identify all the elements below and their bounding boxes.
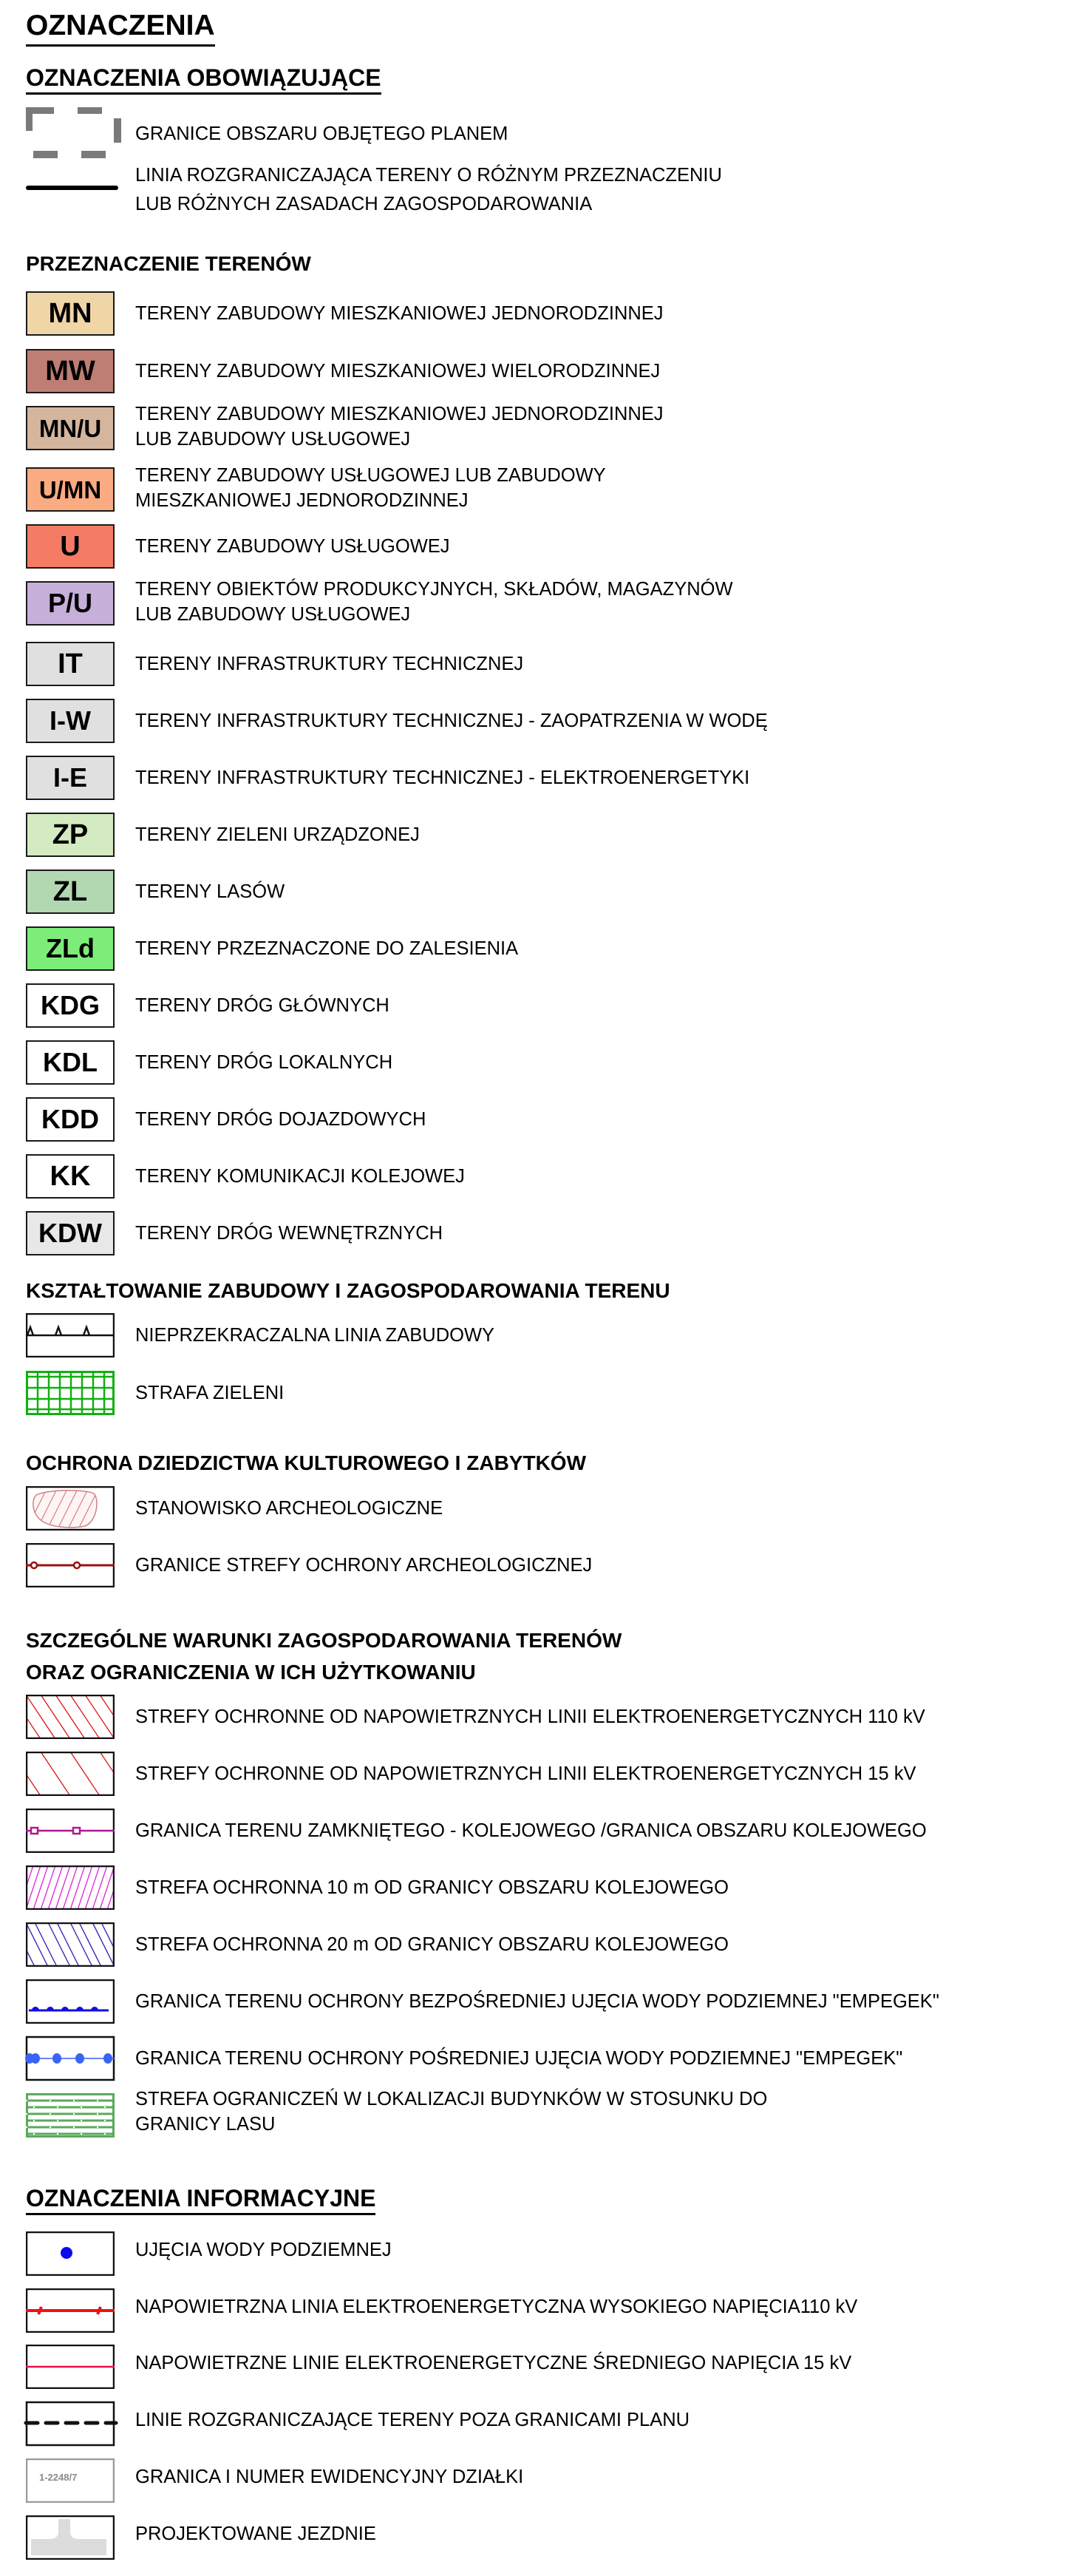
legend-label: TERENY INFRASTRUKTURY TECHNICZNEJ: [135, 654, 524, 674]
building-line-icon: [26, 1313, 115, 1358]
zoning-code-swatch: [26, 813, 115, 857]
green-grid-icon: [26, 1371, 115, 1415]
zoning-code: IT: [58, 648, 83, 679]
legend-label: TERENY ZABUDOWY MIESZKANIOWEJ JEDNORODZINNEJ: [135, 404, 664, 424]
parcel-number-icon: [26, 2458, 115, 2503]
forest-restriction-hatch-icon: [26, 2093, 115, 2138]
legend-label: GRANICA TERENU ZAMKNIĘTEGO - KOLEJOWEGO /GRANICA OBSZARU KOLEJOWEGO: [135, 1820, 927, 1841]
zoning-code-swatch: [26, 926, 115, 971]
hatch-blue-icon: [26, 1922, 115, 1967]
archaeological-site-icon: [26, 1486, 115, 1531]
zoning-code-swatch: [26, 467, 115, 512]
legend-label: TERENY DRÓG GŁÓWNYCH: [135, 995, 389, 1016]
legend-label: NIEPRZEKRACZALNA LINIA ZABUDOWY: [135, 1325, 495, 1346]
legend-label: NAPOWIETRZNA LINIA ELEKTROENERGETYCZNA WYSOKIEGO NAPIĘCIA110 kV: [135, 2297, 858, 2317]
legend-label: TERENY DRÓG LOKALNYCH: [135, 1052, 393, 1073]
legend-label: GRANICA TERENU OCHRONY POŚREDNIEJ UJĘCIA WODY PODZIEMNEJ "EMPEGEK": [135, 2048, 903, 2069]
dashed-black-line-icon: [26, 2402, 115, 2446]
section-heading-ochrona: OCHRONA DZIEDZICTWA KULTUROWEGO I ZABYTKÓW: [26, 1451, 586, 1474]
zoning-code-swatch: [26, 581, 115, 626]
road-t-shape-icon: [26, 2515, 115, 2560]
legend-label: TERENY KOMUNIKACJI KOLEJOWEJ: [135, 1166, 465, 1187]
section-heading-obowiazujace: OZNACZENIA OBOWIĄZUJĄCE: [26, 64, 381, 95]
section-heading-ksztaltowanie: KSZTAŁTOWANIE ZABUDOWY I ZAGOSPODAROWANIA TERENU: [26, 1279, 670, 1302]
legend-title: OZNACZENIA: [26, 9, 215, 47]
zoning-code-swatch: [26, 349, 115, 393]
legend-label: GRANICA I NUMER EWIDENCYJNY DZIAŁKI: [135, 2467, 524, 2487]
legend-label: STRAFA ZIELENI: [135, 1383, 285, 1403]
water-intake-dot-icon: [26, 2231, 115, 2276]
legend-label: STREFY OCHRONNE OD NAPOWIETRZNYCH LINII ELEKTROENERGETYCZNYCH 110 kV: [135, 1706, 925, 1727]
zoning-code-swatch: [26, 983, 115, 1028]
hatch-red-dense-icon: [26, 1695, 115, 1739]
section-heading-warunki-line2: ORAZ OGRANICZENIA W ICH UŻYTKOWANIU: [26, 1661, 476, 1684]
legend-label: LINIE ROZGRANICZAJĄCE TERENY POZA GRANICAMI PLANU: [135, 2410, 690, 2430]
zoning-code-swatch: [26, 524, 115, 569]
legend-label: TERENY LASÓW: [135, 881, 285, 902]
zoning-code: MN/U: [38, 414, 102, 442]
section-heading-warunki-line1: SZCZEGÓLNE WARUNKI ZAGOSPODAROWANIA TERENÓW: [26, 1629, 622, 1652]
legend-label: TERENY DRÓG DOJAZDOWYCH: [135, 1109, 426, 1130]
zoning-code-swatch: [26, 406, 115, 450]
legend-label: TERENY PRZEZNACZONE DO ZALESIENIA: [135, 938, 519, 959]
legend-label: LINIA ROZGRANICZAJĄCA TERENY O RÓŻNYM PRZEZNACZENIU: [135, 165, 722, 186]
archaeological-zone-line-icon: [26, 1543, 115, 1587]
legend-label: TERENY OBIEKTÓW PRODUKCYJNYCH, SKŁADÓW, MAGAZYNÓW: [135, 579, 733, 600]
legend-label: UJĘCIA WODY PODZIEMNEJ: [135, 2240, 392, 2260]
legend-label: GRANICA TERENU OCHRONY BEZPOŚREDNIEJ UJĘCIA WODY PODZIEMNEJ "EMPEGEK": [135, 1991, 939, 2012]
zoning-code: U/MN: [38, 475, 102, 504]
legend-label: TERENY ZABUDOWY MIESZKANIOWEJ WIELORODZINNEJ: [135, 361, 661, 382]
zoning-code: P/U: [47, 588, 92, 618]
zoning-code: ZLd: [46, 933, 95, 963]
zoning-code: KDW: [38, 1218, 102, 1248]
legend-label: GRANICY LASU: [135, 2114, 276, 2135]
section-heading-informacyjne: OZNACZENIA INFORMACYJNE: [26, 2184, 375, 2215]
zoning-code: KDL: [43, 1047, 98, 1077]
hatch-magenta-icon: [26, 1865, 115, 1910]
zoning-code: U: [60, 531, 81, 562]
dashed-boundary-icon: [26, 107, 115, 159]
solid-line-icon: [26, 177, 115, 198]
legend-label: LUB ZABUDOWY USŁUGOWEJ: [135, 604, 411, 625]
legend-label: GRANICE OBSZARU OBJĘTEGO PLANEM: [135, 123, 508, 144]
zoning-code-swatch: [26, 1154, 115, 1199]
zoning-code-swatch: [26, 642, 115, 686]
zoning-code: KDG: [41, 990, 100, 1020]
zoning-code: KDD: [41, 1104, 99, 1134]
zoning-code: I-W: [50, 705, 91, 736]
zoning-code-swatch: [26, 1040, 115, 1085]
legend-label: STANOWISKO ARCHEOLOGICZNE: [135, 1498, 443, 1519]
legend-label: STREFA OGRANICZEŃ W LOKALIZACJI BUDYNKÓW W STOSUNKU DO: [135, 2089, 768, 2109]
zoning-code: MW: [45, 356, 95, 387]
legend-label: TERENY ZABUDOWY USŁUGOWEJ LUB ZABUDOWY: [135, 465, 606, 486]
hatch-red-sparse-icon: [26, 1752, 115, 1796]
legend-label: MIESZKANIOWEJ JEDNORODZINNEJ: [135, 490, 469, 511]
zoning-code-swatch: [26, 699, 115, 743]
water-direct-protection-line-icon: [26, 1979, 115, 2024]
zoning-code-swatch: [26, 756, 115, 800]
zoning-code-swatch: [26, 870, 115, 914]
zoning-code: ZP: [52, 819, 89, 850]
zoning-code: KK: [50, 1161, 91, 1192]
legend-label: STREFA OCHRONNA 10 m OD GRANICY OBSZARU KOLEJOWEGO: [135, 1877, 729, 1898]
legend-label: TERENY INFRASTRUKTURY TECHNICZNEJ - ZAOPATRZENIA W WODĘ: [135, 711, 768, 731]
legend-label: NAPOWIETRZNE LINIE ELEKTROENERGETYCZNE ŚREDNIEGO NAPIĘCIA 15 kV: [135, 2353, 852, 2373]
zoning-code-swatch: [26, 1097, 115, 1142]
legend-label: LUB ZABUDOWY USŁUGOWEJ: [135, 429, 411, 450]
legend-label: TERENY ZIELENI URZĄDZONEJ: [135, 824, 420, 845]
zoning-code-swatch: [26, 1211, 115, 1255]
legend-label: STREFY OCHRONNE OD NAPOWIETRZNYCH LINII ELEKTROENERGETYCZNYCH 15 kV: [135, 1763, 916, 1784]
parcel-number-sample: 1-2248/7: [39, 2472, 78, 2483]
high-voltage-line-icon: [26, 2288, 115, 2333]
section-heading-przeznaczenie: PRZEZNACZENIE TERENÓW: [26, 252, 311, 275]
medium-voltage-line-icon: [26, 2345, 115, 2389]
legend-label: GRANICE STREFY OCHRONY ARCHEOLOGICZNEJ: [135, 1555, 593, 1576]
legend-label: TERENY ZABUDOWY MIESZKANIOWEJ JEDNORODZINNEJ: [135, 303, 664, 324]
legend-label: PROJEKTOWANE JEZDNIE: [135, 2524, 376, 2544]
zoning-code: MN: [48, 298, 92, 329]
railway-boundary-line-icon: [26, 1809, 115, 1853]
legend-label: TERENY ZABUDOWY USŁUGOWEJ: [135, 536, 450, 557]
legend-label: STREFA OCHRONNA 20 m OD GRANICY OBSZARU KOLEJOWEGO: [135, 1934, 729, 1955]
zoning-code: I-E: [52, 762, 87, 793]
zoning-code: ZL: [52, 876, 88, 907]
legend-label: TERENY DRÓG WEWNĘTRZNYCH: [135, 1223, 443, 1244]
legend-label: TERENY INFRASTRUKTURY TECHNICZNEJ - ELEKTROENERGETYKI: [135, 767, 750, 788]
water-indirect-protection-line-icon: [26, 2036, 115, 2081]
zoning-code-swatch: [26, 291, 115, 336]
legend-label: LUB RÓŻNYCH ZASADACH ZAGOSPODAROWANIA: [135, 194, 593, 214]
